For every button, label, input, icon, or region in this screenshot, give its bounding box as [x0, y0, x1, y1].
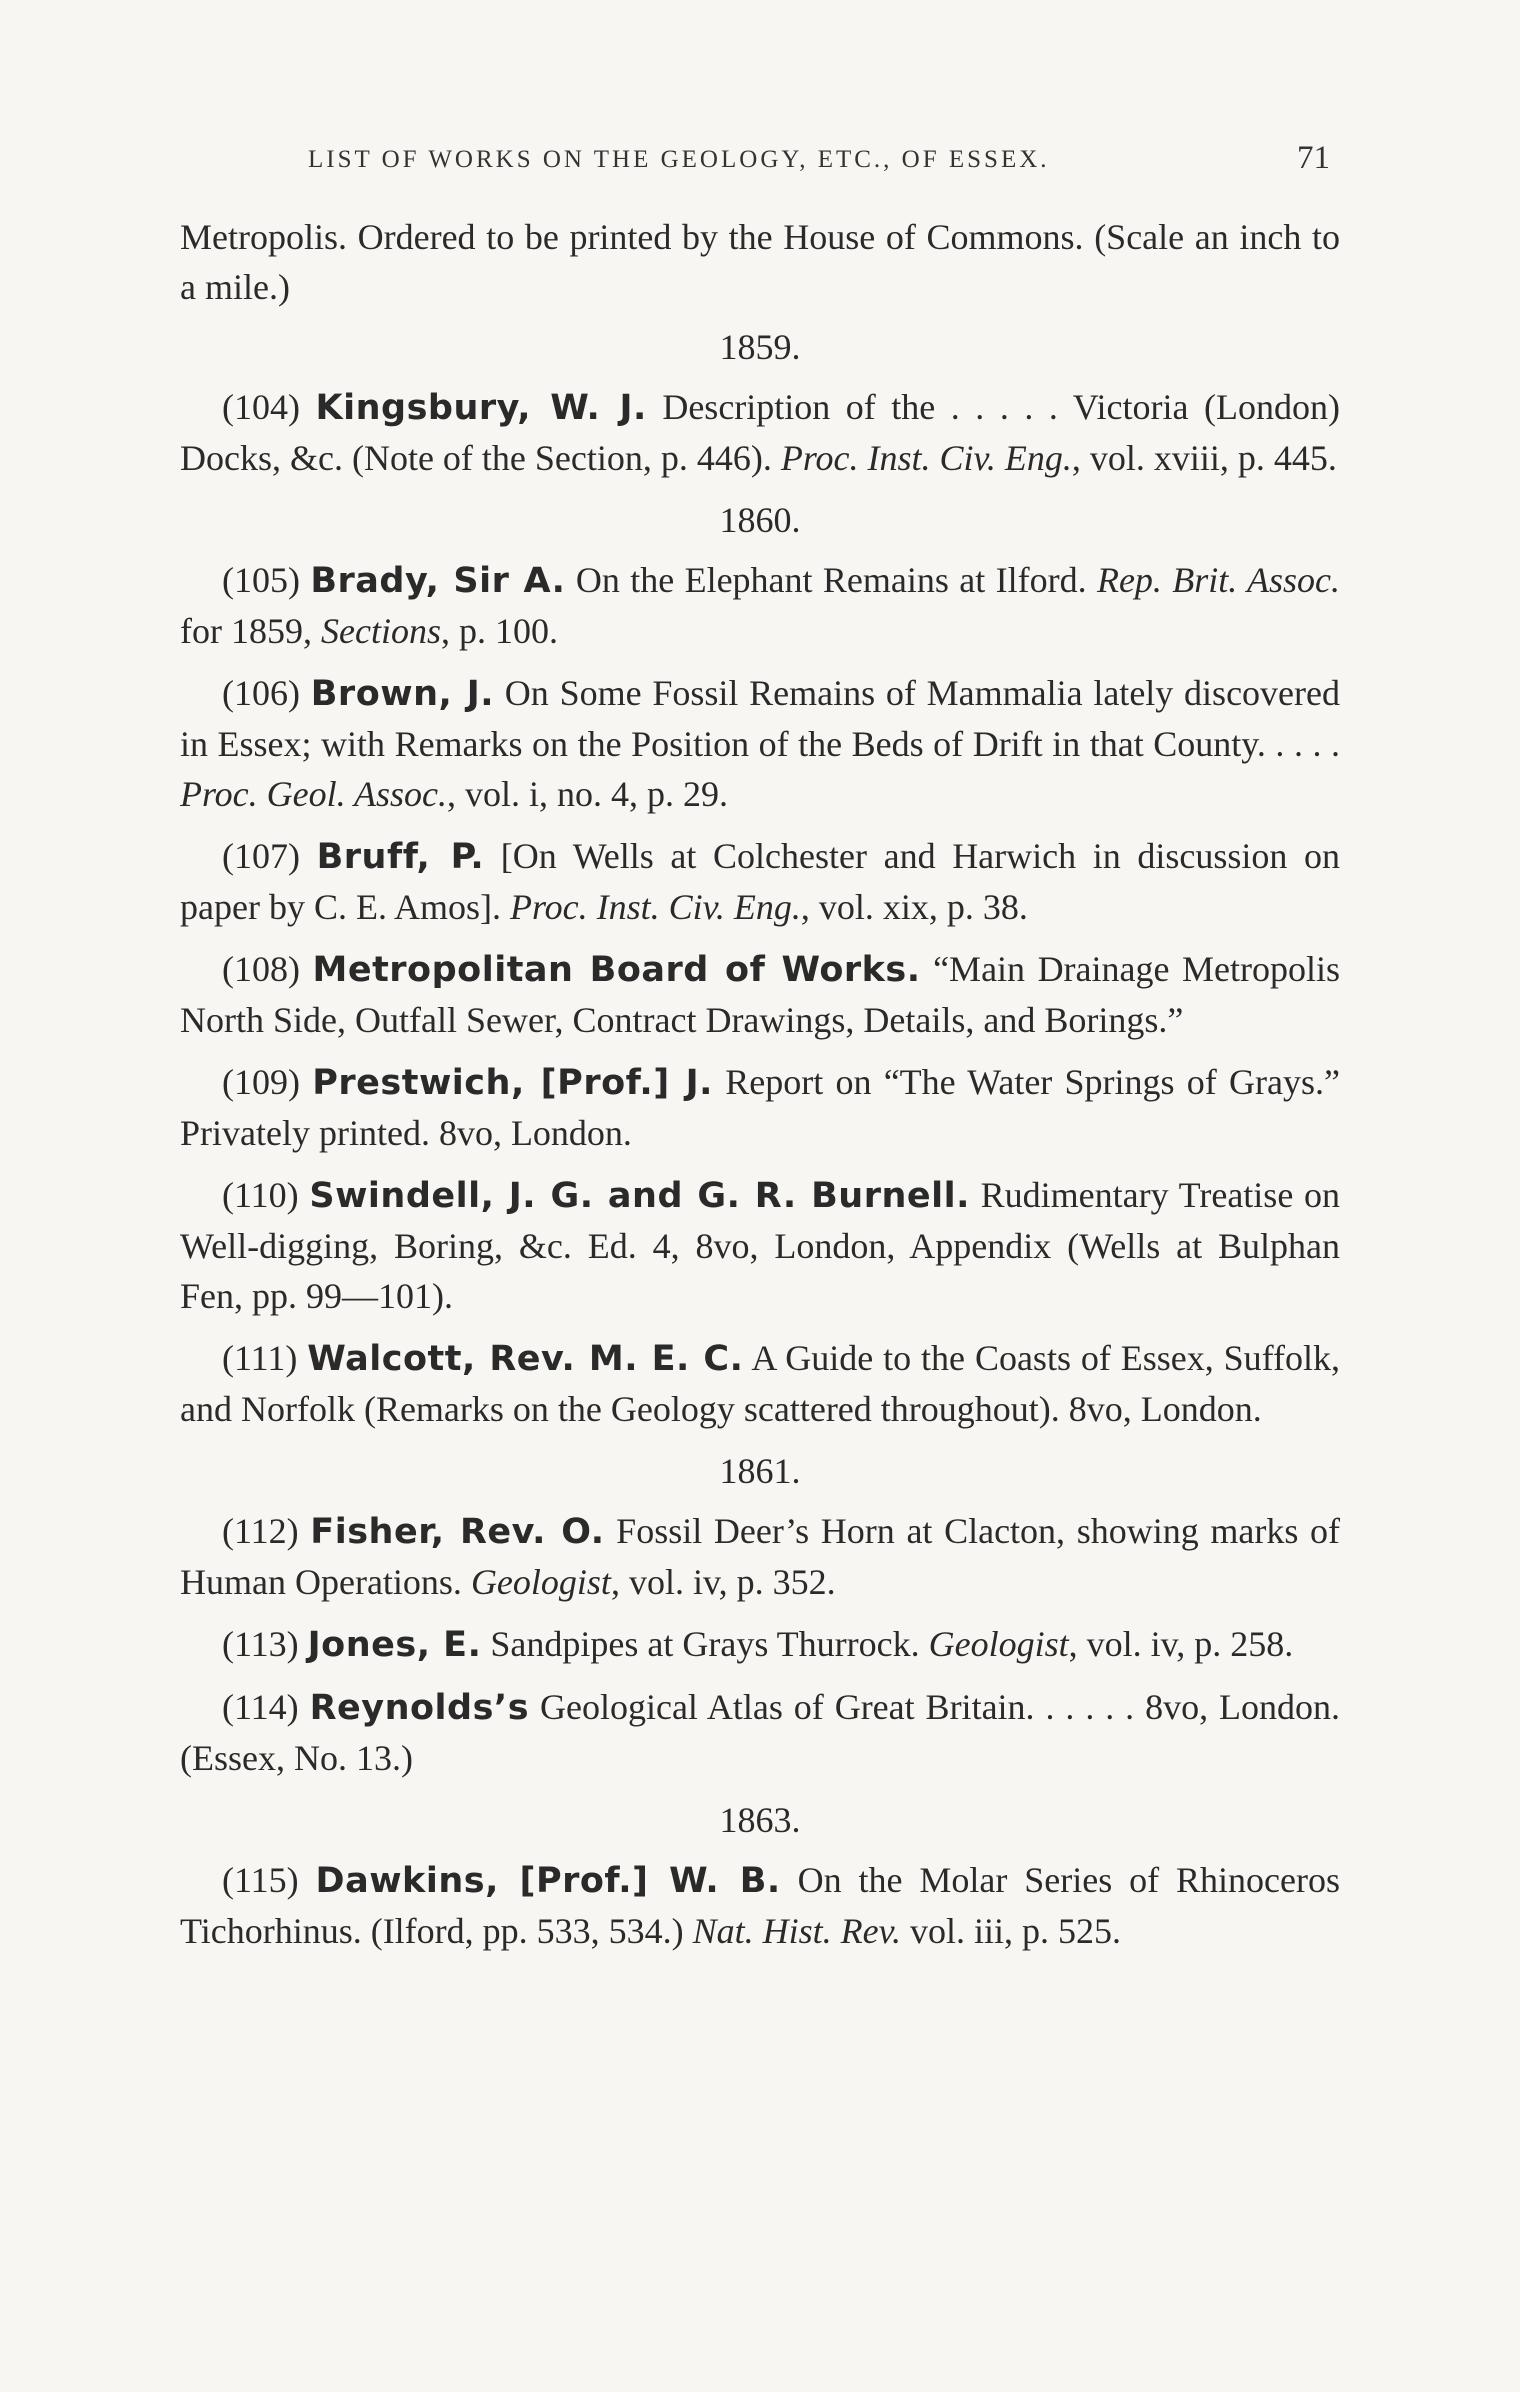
bibliography-entry	[180, 831, 1340, 932]
entry-reference: for 1859,	[180, 611, 321, 651]
entry-author: Dawkins, [Prof.] W. B.	[315, 1861, 781, 1901]
year-heading: 1861.	[719, 1451, 801, 1491]
entry-text: Report on “The Water Springs of Grays.” Privately printed. 8vo, London.	[180, 1062, 1340, 1153]
entry-journal: Proc. Inst. Civ. Eng.	[780, 438, 1072, 478]
entry-text: Fossil Deer’s Horn at Clacton, showing marks of Human Operations.	[180, 1511, 1340, 1602]
entry-journal: Geologist	[928, 1624, 1069, 1664]
entry-number: (115)	[222, 1860, 299, 1900]
entry-text: Geological Atlas of Great Britain. . . . . . 8vo, London. (Essex, No. 13.)	[180, 1687, 1341, 1778]
entry-author: Swindell, J. G. and G. R. Burnell.	[309, 1176, 970, 1216]
entry-number: (106)	[222, 673, 300, 713]
entry-reference: , vol. xix, p. 38.	[800, 887, 1028, 927]
entry-number: (112)	[222, 1511, 299, 1551]
entry-number: (108)	[222, 949, 300, 989]
entry-text: Sandpipes at Grays Thurrock.	[481, 1624, 929, 1664]
entry-text: On the Elephant Remains at Ilford.	[565, 560, 1097, 600]
entry-text: [On Wells at Colchester and Harwich in discussion on paper by C. E. Amos].	[180, 836, 1341, 927]
entry-number: (105)	[222, 560, 300, 600]
entry-number: (104)	[222, 387, 300, 427]
entry-author: Metropolitan Board of Works.	[312, 950, 921, 990]
entry-journal: Rep. Brit. Assoc.	[1096, 560, 1341, 600]
entry-number: (114)	[222, 1687, 299, 1727]
entry-text: On the Molar Series of Rhinoceros Tichorhinus. (Ilford, pp. 533, 534.)	[180, 1860, 1340, 1951]
entry-author: Brown, J.	[310, 674, 495, 714]
entry-reference-tail: , p. 100.	[440, 611, 558, 651]
entry-reference: , vol. iv, p. 352.	[610, 1562, 836, 1602]
entry-text: Description of the . . . . . Victoria (London) Docks, &c. (Note of the Section, p. 446).	[180, 387, 1340, 478]
entry-number: (110)	[222, 1175, 299, 1215]
entry-author: Brady, Sir A.	[310, 561, 566, 601]
entry-reference: , vol. xviii, p. 445.	[1071, 438, 1337, 478]
running-head	[180, 140, 1340, 180]
entry-author: Reynolds’s	[309, 1688, 530, 1728]
entry-author: Fisher, Rev. O.	[310, 1512, 605, 1552]
bibliography-entry	[180, 1057, 1340, 1158]
running-title: LIST OF WORKS ON THE GEOLOGY, ETC., OF ESSEX.	[308, 146, 1050, 173]
entry-journal-section: Sections	[320, 611, 441, 651]
bibliography-entry	[180, 382, 1340, 483]
bibliography-entry	[180, 668, 1340, 819]
entry-author: Prestwich, [Prof.] J.	[312, 1063, 713, 1103]
entry-number: (111)	[222, 1338, 298, 1378]
entry-author: Walcott, Rev. M. E. C.	[307, 1339, 744, 1379]
page-number: 71	[1297, 140, 1330, 176]
year-heading: 1863.	[719, 1800, 801, 1840]
bibliography-entry	[180, 944, 1340, 1045]
entry-journal: Geologist	[470, 1562, 611, 1602]
entry-author: Kingsbury, W. J.	[315, 388, 647, 428]
entry-text: “Main Drainage Metropolis North Side, Outfall Sewer, Contract Drawings, Details, and Borings.”	[180, 949, 1340, 1040]
entry-number: (113)	[222, 1624, 299, 1664]
continuation-text: Metropolis. Ordered to be printed by the House of Commons. (Scale an inch to a mile.)	[180, 217, 1340, 307]
entry-text: On Some Fossil Remains of Mammalia lately discovered in Essex; with Remarks on the Position of the Beds of Drift in that County. . . . .	[180, 673, 1340, 764]
entry-number: (109)	[222, 1062, 300, 1102]
entry-author: Jones, E.	[307, 1625, 482, 1665]
bibliography-entry	[180, 1506, 1340, 1607]
bibliography-entry	[180, 1619, 1340, 1670]
entry-author: Bruff, P.	[316, 837, 485, 877]
entry-text: Rudimentary Treatise on Well-digging, Boring, &c. Ed. 4, 8vo, London, Appendix (Wells at Bulphan Fen, pp. 99—101).	[180, 1175, 1340, 1316]
entry-reference: , vol. iv, p. 258.	[1068, 1624, 1294, 1664]
bibliography-entry	[180, 1333, 1340, 1434]
entry-number: (107)	[222, 836, 300, 876]
entry-journal: Proc. Inst. Civ. Eng.	[509, 887, 801, 927]
year-heading: 1860.	[719, 500, 801, 540]
entry-reference: , vol. i, no. 4, p. 29.	[446, 774, 728, 814]
entry-text: A Guide to the Coasts of Essex, Suffolk, and Norfolk (Remarks on the Geology scattered throughout). 8vo, London.	[180, 1338, 1341, 1429]
entry-journal: Nat. Hist. Rev.	[692, 1911, 901, 1951]
bibliography-entry	[180, 1682, 1340, 1783]
entry-journal: Proc. Geol. Assoc.	[180, 774, 447, 814]
year-heading: 1859.	[719, 327, 801, 367]
page-body	[180, 212, 1340, 1968]
bibliography-entry	[180, 1170, 1340, 1321]
entry-reference: vol. iii, p. 525.	[900, 1911, 1121, 1951]
bibliography-entry	[180, 555, 1340, 656]
bibliography-entry	[180, 1855, 1340, 1956]
